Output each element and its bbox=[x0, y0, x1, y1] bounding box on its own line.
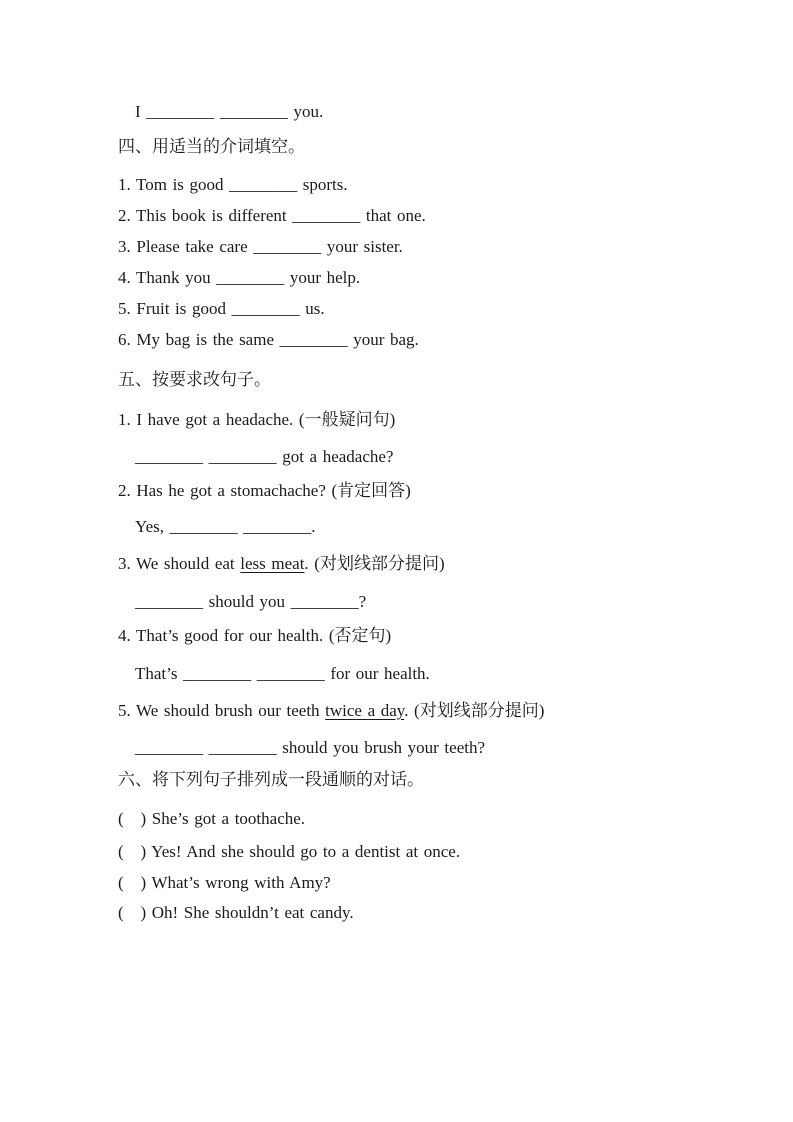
section-five-answer-2: Yes, ________ ________. bbox=[135, 517, 316, 536]
section-six-item-3: ( ) What’s wrong with Amy? bbox=[118, 873, 331, 892]
section-four-item-1: 1. Tom is good ________ sports. bbox=[118, 175, 348, 194]
section-four-item-5: 5. Fruit is good ________ us. bbox=[118, 299, 325, 318]
question-text: 1. I have got a headache. (一般疑问句) bbox=[118, 410, 396, 429]
section-four-item-2: 2. This book is different ________ that one. bbox=[118, 206, 426, 225]
section-six-title: 六、将下列句子排列成一段通顺的对话。 bbox=[118, 770, 424, 789]
section-five-question-2 bbox=[118, 481, 753, 500]
question-text: 4. That’s good for our health. (否定句) bbox=[118, 626, 392, 645]
section-five-answer-1: ________ ________ got a headache? bbox=[135, 447, 394, 466]
section-six-item-4: ( ) Oh! She shouldn’t eat candy. bbox=[118, 903, 354, 922]
section-four-item-6: 6. My bag is the same ________ your bag. bbox=[118, 330, 419, 349]
previous-exercise-blank-line: I ________ ________ you. bbox=[135, 102, 324, 121]
section-four-item-4: 4. Thank you ________ your help. bbox=[118, 268, 361, 287]
underlined-phrase: twice a day bbox=[325, 701, 405, 720]
section-six-item-2: ( ) Yes! And she should go to a dentist at once. bbox=[118, 842, 461, 861]
question-text: 2. Has he got a stomachache? (肯定回答) bbox=[118, 481, 411, 500]
section-five-question-4 bbox=[118, 626, 753, 645]
section-five-title: 五、按要求改句子。 bbox=[118, 370, 271, 389]
question-text: 3. We should eat bbox=[118, 554, 241, 573]
question-text: 5. We should brush our teeth bbox=[118, 701, 326, 720]
question-text: . (对划线部分提问) bbox=[304, 554, 445, 573]
section-four-title: 四、用适当的介词填空。 bbox=[118, 137, 305, 156]
section-five-question-5 bbox=[118, 701, 753, 720]
section-six-item-1: ( ) She’s got a toothache. bbox=[118, 809, 306, 828]
question-text: . (对划线部分提问) bbox=[404, 701, 545, 720]
section-four-item-3: 3. Please take care ________ your sister. bbox=[118, 237, 403, 256]
underlined-phrase: less meat bbox=[240, 554, 305, 573]
section-five-answer-4: That’s ________ ________ for our health. bbox=[135, 664, 430, 683]
section-five-answer-5: ________ ________ should you brush your teeth? bbox=[135, 738, 486, 757]
section-five-question-1 bbox=[118, 410, 753, 429]
section-five-question-3 bbox=[118, 554, 753, 573]
section-five-answer-3: ________ should you ________? bbox=[135, 592, 367, 611]
